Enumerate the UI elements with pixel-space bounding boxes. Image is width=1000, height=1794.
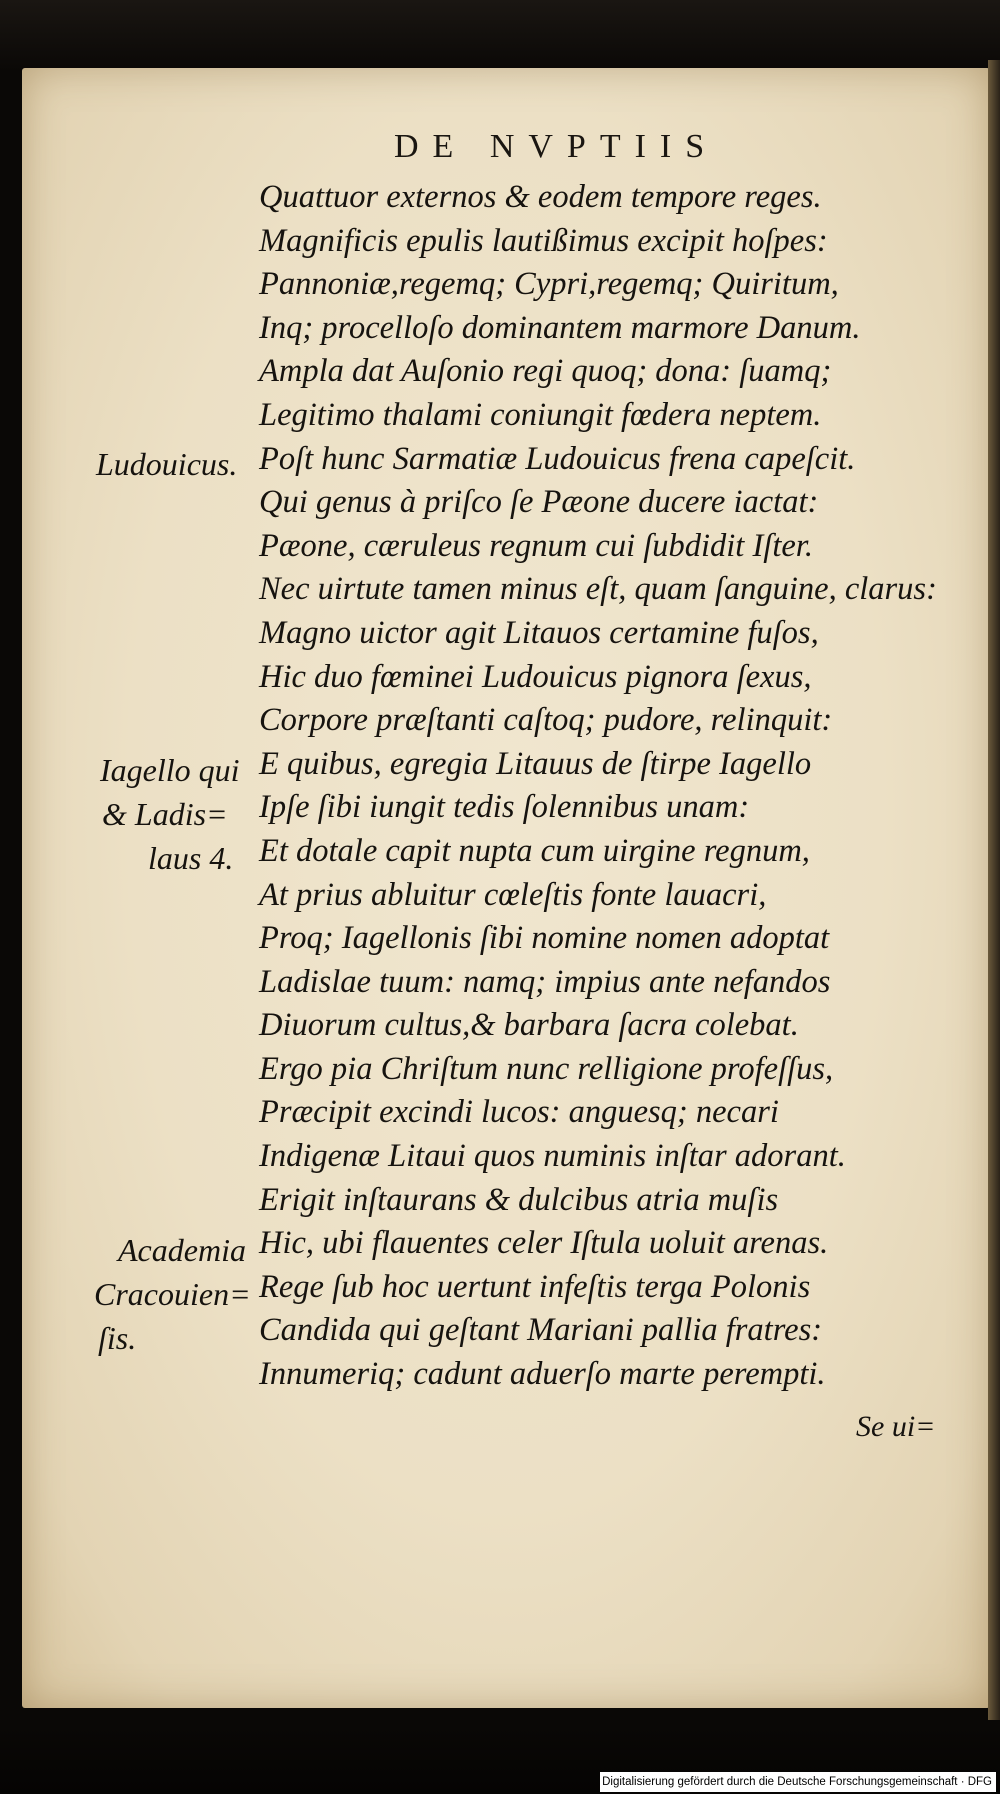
verse-line: Inq; procelloſo dominantem marmore Danum. (259, 309, 861, 346)
verse-line: Proq; Iagellonis ſibi nomine nomen adoptat (259, 920, 830, 957)
verse-line: Rege ſub hoc uertunt infeſtis terga Polonis (259, 1268, 811, 1305)
verse-line: Hic, ubi flauentes celer Iſtula uoluit arenas. (259, 1225, 829, 1262)
verse-line: Hic duo fœminei Ludouicus pignora ſexus, (259, 658, 812, 695)
verse-line: Et dotale capit nupta cum uirgine regnum, (259, 832, 810, 869)
verse-line: Legitimo thalami coniungit fœdera neptem. (259, 396, 822, 433)
verse-line: Ampla dat Auſonio regi quoq; dona: ſuamq; (259, 353, 832, 390)
marginal-note-academia: Academia (118, 1232, 246, 1268)
verse-line: Magnificis epulis lautißimus excipit hoſpes: (259, 222, 828, 259)
marginal-note-ludouicus: Ludouicus. (96, 446, 238, 482)
page-edge (988, 60, 1000, 1720)
marginal-note-iagello: Iagello qui (100, 752, 240, 788)
marginal-note-iagello: & Ladis= (102, 796, 228, 832)
verse-line: Erigit inſtaurans & dulcibus atria muſis (259, 1181, 779, 1218)
verse-line: Ergo pia Chriſtum nunc relligione profeſſus, (259, 1050, 834, 1087)
verse-line: Nec uirtute tamen minus eſt, quam ſanguine, clarus: (259, 571, 937, 608)
verse-line: Candida qui geſtant Mariani pallia fratres: (259, 1312, 823, 1349)
verse-line: Ladislae tuum: namq; impius ante nefandos (259, 963, 831, 1000)
marginal-note-academia: ſis. (98, 1320, 137, 1356)
verse-line: Præcipit excindi lucos: anguesq; necari (259, 1094, 779, 1131)
verse-line: Ipſe ſibi iungit tedis ſolennibus unam: (259, 789, 750, 826)
verse-line: Pannoniæ,regemq; Cypri,regemq; Quiritum, (259, 266, 839, 303)
verse-line: Corpore præſtanti caſtoq; pudore, relinquit: (259, 702, 833, 739)
verse-line: Diuorum cultus,& barbara ſacra colebat. (259, 1007, 799, 1044)
marginal-note-academia: Cracouien= (94, 1276, 251, 1312)
verse-line: Innumeriq; cadunt aduerſo marte perempti. (259, 1356, 826, 1393)
marginal-note-iagello: laus 4. (148, 840, 234, 876)
verse-line: Quattuor externos & eodem tempore reges. (259, 179, 822, 215)
verse-line: Indigenæ Litaui quos numinis inſtar adorant. (259, 1138, 846, 1175)
verse-line: At prius abluitur cœleſtis fonte lauacri, (259, 876, 767, 913)
verse-line: Pæone, cæruleus regnum cui ſubdidit Iſter. (259, 527, 813, 564)
verse-line: E quibus, egregia Litauus de ſtirpe Iagello (259, 745, 812, 782)
verse-line: Qui genus à priſco ſe Pæone ducere iactat: (259, 484, 819, 521)
verse-line: Magno uictor agit Litauos certamine fuſos, (259, 614, 819, 651)
catchword: Se ui= (856, 1410, 936, 1443)
verse-text (259, 176, 979, 1397)
digitization-credit: Digitalisierung gefördert durch die Deutsche Forschungsgemeinschaft · DFG (600, 1772, 996, 1792)
running-header: DE NVPTIIS (394, 128, 719, 165)
verse-line: Poſt hunc Sarmatiæ Ludouicus frena capeſcit. (259, 440, 856, 477)
